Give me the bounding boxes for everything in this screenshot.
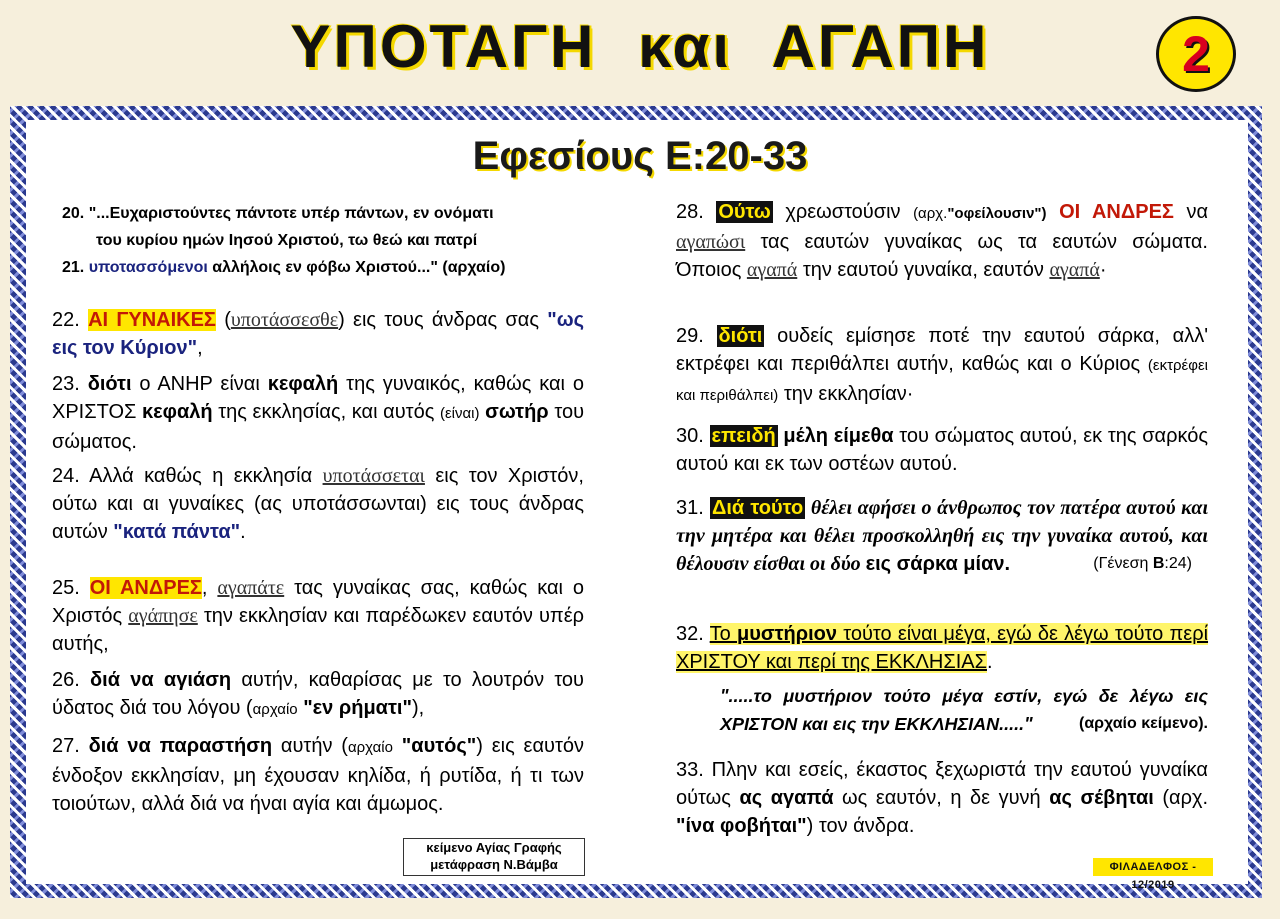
intro-line-1: 20. "...Ευχαριστούντες πάντοτε υπέρ πάντων, εν ονόματι xyxy=(62,205,494,222)
verse-29: 29. διότι ουδείς εμίσησε ποτέ την εαυτού σάρκα, αλλ' εκτρέφει και περιθάλπει αυτήν, καθώς και ο Κύριος (εκτρέφει και περιθάλπει) την εκκλησίαν· xyxy=(676,325,1209,405)
verse-22: 22. ΑΙ ΓΥΝΑΙΚΕΣ (υποτάσσεσθε) εις τους άνδρας σας "ως εις τον Κύριον", xyxy=(52,309,585,359)
page-title: ΥΠΟΤΑΓΗ και ΑΓΑΠΗ xyxy=(290,13,990,80)
verse-28: 28. Ούτω χρεωστούσιν (αρχ."οφείλουσιν") ΟΙ ΑΝΔΡΕΣ να αγαπώσι τας εαυτών γυναίκας ως τα εαυτών σώματα. Όποιος αγαπά την εαυτού γυναίκα, εαυτόν αγαπά· xyxy=(676,201,1209,281)
verse-31: 31. Διά τούτο θέλει αφήσει ο άνθρωπος τον πατέρα αυτού και την μητέρα και θέλει προσκολληθή εις την γυναίκα αυτού, και θέλουσιν είσθαι οι δύο εις σάρκα μίαν. (Γένεση Β:24) xyxy=(676,494,1208,578)
verse-24: 24. Αλλά καθώς η εκκλησία υποτάσσεται εις τον Χριστόν, ούτω και αι γυναίκες (ας υποτάσσωνται) εις τους άνδρας αυτών "κατά πάντα". xyxy=(52,465,584,543)
verse-30: 30. επειδή μέλη είμεθα του σώματος αυτού, εκ της σαρκός αυτού και εκ των οστέων αυτού. xyxy=(676,425,1208,475)
intro-line-2: του κυρίου ημών Ιησού Χριστού, τω θεώ και πατρί xyxy=(96,232,478,249)
verse-33: 33. Πλην και εσείς, έκαστος ξεχωριστά την εαυτού γυναίκα ούτως ας αγαπά ως εαυτόν, η δε γυνή ας σέβηται (αρχ. "ίνα φοβήται") τον άνδρα. xyxy=(676,759,1209,837)
verse-32-highlight: Το μυστήριον τούτο είναι μέγα, εγώ δε λέγω τούτο περί ΧΡΙΣΤΟΥ και περί της ΕΚΚΛΗΣΙΑΣ xyxy=(676,623,1209,673)
intro-line-3: 21. υποτασσόμενοι αλλήλοις εν φόβω Χριστού..." (αρχαίο) xyxy=(62,259,506,276)
author-date-tag: ΦΙΛΑΔΕΛΦΟΣ - 12/2019 xyxy=(1093,858,1213,876)
verse-26: 26. διά να αγιάση αυτήν, καθαρίσας με το λουτρόν του ύδατος διά του λόγου (αρχαίο "εν ρήματι"), xyxy=(52,669,584,719)
part-number-badge: 2 xyxy=(1156,16,1236,92)
scripture-reference: Εφεσίους Ε:20-33 xyxy=(472,134,808,178)
ancient-text-quote: ".....το μυστήριον τούτο μέγα εστίν, εγώ δε λέγω εις ΧΡΙΣΤΟΝ και εις την ΕΚΚΛΗΣΙΑΝ....." (αρχαίο κείμενο). xyxy=(720,686,1208,734)
verse-23: 23. διότι ο ΑΝΗΡ είναι κεφαλή της γυναικός, καθώς και ο ΧΡΙΣΤΟΣ κεφαλή της εκκλησίας, και αυτός (είναι) σωτήρ του σώματος. xyxy=(52,373,585,453)
genesis-reference: (Γένεση Β:24) xyxy=(1093,555,1192,572)
verse-32: 32. Το μυστήριον τούτο είναι μέγα, εγώ δε λέγω τούτο περί ΧΡΙΣΤΟΥ και περί της ΕΚΚΛΗΣΙΑΣ. xyxy=(676,623,1209,673)
intro-verses xyxy=(62,200,584,281)
translation-credit: κείμενο Αγίας Γραφής μετάφραση Ν.Βάμβα xyxy=(403,838,585,876)
verse-25: 25. ΟΙ ΑΝΔΡΕΣ, αγαπάτε τας γυναίκας σας, καθώς και ο Χριστός αγάπησε την εκκλησίαν και παρέδωκεν εαυτόν υπέρ αυτής, xyxy=(52,577,584,655)
verse-27: 27. διά να παραστήση αυτήν (αρχαίο "αυτός") εις εαυτόν ένδοξον εκκλησίαν, μη έχουσαν κηλίδα, ή ρυτίδα, ή τι των τοιούτων, αλλά διά να ήναι αγία και άμωμος. xyxy=(52,735,584,815)
